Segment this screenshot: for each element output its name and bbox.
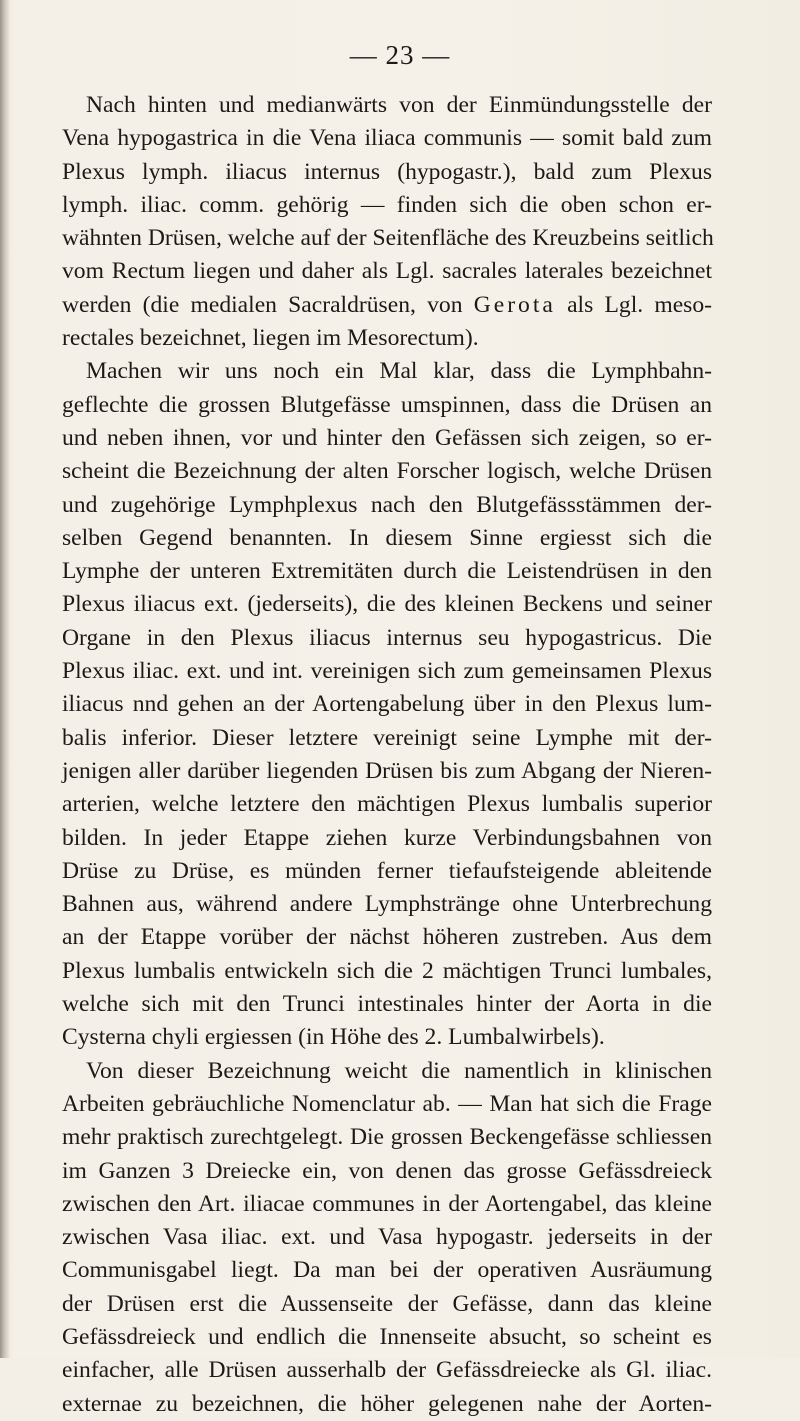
text-line: scheint die Bezeichnung der alten Forscher logisch, welche Drüsen — [62, 458, 712, 485]
text-line: Plexus lymph. iliacus internus (hypogastr.), bald zum Plexus — [62, 158, 712, 185]
text-line: welche sich mit den Trunci intestinales hinter der Aorta in die — [62, 991, 712, 1018]
text-line: Lymphe der unteren Extremitäten durch die Leistendrüsen in den — [62, 558, 712, 585]
text-line: selben Gegend benannten. In diesem Sinne ergiesst sich die — [62, 524, 712, 551]
author-name-gerota: Gerota — [473, 291, 556, 318]
page-binding-edge — [0, 0, 10, 1358]
text-line: einfacher, alle Drüsen ausserhalb der Gefässdreiecke als Gl. iliac. — [62, 1357, 712, 1384]
text-line: jenigen aller darüber liegenden Drüsen bis zum Abgang der Nieren- — [62, 757, 712, 784]
text-line: rectales bezeichnet, liegen im Mesorectum). — [62, 325, 479, 352]
text-line: und zugehörige Lymphplexus nach den Blutgefässstämmen der- — [62, 491, 712, 518]
text-fragment: werden (die medialen Sacraldrüsen, von — [62, 291, 474, 318]
paragraph-1 — [62, 89, 712, 355]
text-line: mehr praktisch zurechtgelegt. Die grossen Beckengefässe schliessen — [62, 1124, 712, 1151]
text-line: Cysterna chyli ergiessen (in Höhe des 2. Lumbalwirbels). — [62, 1024, 605, 1051]
text-line: lymph. iliac. comm. gehörig — finden sich die oben schon er- — [62, 191, 712, 218]
text-line: Von dieser Bezeichnung weicht die namentlich in klinischen — [86, 1057, 712, 1084]
text-line: Plexus iliac. ext. und int. vereinigen sich zum gemeinsamen Plexus — [62, 658, 712, 685]
text-line: der Drüsen erst die Aussenseite der Gefässe, dann das kleine — [62, 1290, 712, 1317]
text-line-with-author-name — [62, 289, 712, 322]
text-line: Arbeiten gebräuchliche Nomenclatur ab. — Man hat sich die Frage — [62, 1090, 712, 1117]
text-line: zwischen Vasa iliac. ext. und Vasa hypogastr. jederseits in der — [62, 1224, 712, 1251]
text-line: wähnten Drüsen, welche auf der Seitenfläche des Kreuzbeins seitlich — [62, 225, 714, 252]
text-line: Plexus iliacus ext. (jederseits), die des kleinen Beckens und seiner — [62, 591, 712, 618]
text-fragment: als Lgl. meso- — [555, 291, 712, 318]
text-line: Plexus lumbalis entwickeln sich die 2 mächtigen Trunci lumbales, — [62, 957, 712, 984]
paragraph-3 — [62, 1055, 712, 1421]
text-line: Communisgabel liegt. Da man bei der operativen Ausräumung — [62, 1257, 712, 1284]
page-number: — 23 — — [349, 40, 451, 70]
text-line: Bahnen aus, während andere Lymphstränge ohne Unterbrechung — [62, 891, 712, 918]
text-line: im Ganzen 3 Dreiecke ein, von denen das grosse Gefässdreieck — [62, 1157, 712, 1184]
text-line: geflechte die grossen Blutgefässe umspinnen, dass die Drüsen an — [62, 391, 712, 418]
text-line: an der Etappe vorüber der nächst höheren zustreben. Aus dem — [62, 924, 712, 951]
text-line: iliacus nnd gehen an der Aortengabelung über in den Plexus lum- — [62, 691, 712, 718]
paragraph-2 — [62, 355, 712, 1054]
text-line: zwischen den Art. iliacae communes in der Aortengabel, das kleine — [62, 1190, 712, 1217]
text-line: Vena hypogastrica in die Vena iliaca communis — somit bald zum — [62, 125, 712, 152]
text-line: und neben ihnen, vor und hinter den Gefässen sich zeigen, so er- — [62, 424, 712, 451]
text-line: Drüse zu Drüse, es münden ferner tiefaufsteigende ableitende — [62, 857, 712, 884]
text-line: Machen wir uns noch ein Mal klar, dass die Lymphbahn- — [86, 358, 712, 385]
body-text — [62, 89, 712, 1421]
text-line: bilden. In jeder Etappe ziehen kurze Verbindungsbahnen von — [62, 824, 712, 851]
text-line: balis inferior. Dieser letztere vereinigt seine Lymphe mit der- — [62, 724, 712, 751]
text-line: externae zu bezeichnen, die höher gelegenen nahe der Aorten- — [62, 1390, 712, 1417]
text-line: Gefässdreieck und endlich die Innenseite absucht, so scheint es — [62, 1323, 712, 1350]
text-line: arterien, welche letztere den mächtigen Plexus lumbalis superior — [62, 791, 712, 818]
text-line: vom Rectum liegen und daher als Lgl. sacrales laterales bezeichnet — [62, 258, 712, 285]
text-line: Organe in den Plexus iliacus internus seu hypogastricus. Die — [62, 624, 712, 651]
text-line: Nach hinten und medianwärts von der Einmündungsstelle der — [86, 92, 712, 118]
